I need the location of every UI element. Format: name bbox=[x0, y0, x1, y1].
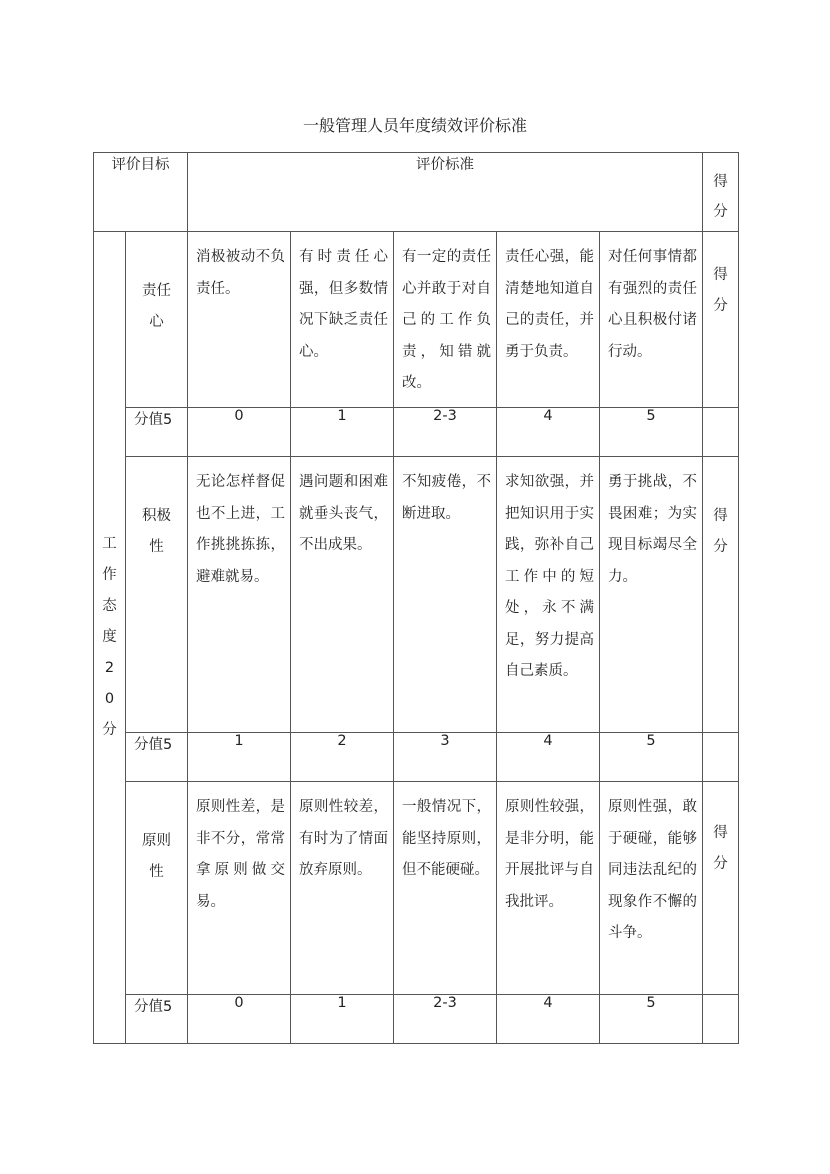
value-label: 分值5 bbox=[126, 733, 188, 782]
criterion-description: 勇于挑战，不畏困难；为实现目标竭尽全力。 bbox=[600, 457, 703, 733]
value-cell: 5 bbox=[600, 408, 703, 457]
criterion-description: 原则性较强，是非分明，能开展批评与自我批评。 bbox=[497, 782, 600, 995]
value-row bbox=[94, 995, 739, 1044]
value-row bbox=[94, 733, 739, 782]
score-input-cell[interactable] bbox=[703, 995, 739, 1044]
criterion-name: 原则 性 bbox=[126, 782, 188, 995]
criterion-name: 积极 性 bbox=[126, 457, 188, 733]
value-cell: 4 bbox=[497, 408, 600, 457]
criterion-row bbox=[94, 782, 739, 995]
criterion-description: 原则性差，是非不分，常常拿原则做交易。 bbox=[188, 782, 291, 995]
criterion-description: 遇问题和困难就垂头丧气，不出成果。 bbox=[291, 457, 394, 733]
value-row bbox=[94, 408, 739, 457]
header-score: 得 分 bbox=[703, 153, 739, 232]
value-cell: 4 bbox=[497, 733, 600, 782]
value-cell: 5 bbox=[600, 995, 703, 1044]
criterion-description: 消极被动不负责任。 bbox=[188, 232, 291, 408]
dimension-label: 工 作 态 度 2 0 分 bbox=[94, 232, 126, 1044]
criterion-description: 一般情况下，能坚持原则，但不能硬碰。 bbox=[394, 782, 497, 995]
criterion-description: 原则性较差，有时为了情面放弃原则。 bbox=[291, 782, 394, 995]
score-input-cell[interactable] bbox=[703, 733, 739, 782]
value-cell: 4 bbox=[497, 995, 600, 1044]
value-cell: 2-3 bbox=[394, 995, 497, 1044]
criterion-description: 对任何事情都有强烈的责任心且积极付诸行动。 bbox=[600, 232, 703, 408]
criterion-description: 有时责任心强，但多数情况下缺乏责任心。 bbox=[291, 232, 394, 408]
value-label: 分值5 bbox=[126, 408, 188, 457]
criterion-description: 不知疲倦，不断进取。 bbox=[394, 457, 497, 733]
score-cell[interactable]: 得 分 bbox=[703, 457, 739, 733]
score-cell[interactable]: 得 分 bbox=[703, 782, 739, 995]
value-cell: 5 bbox=[600, 733, 703, 782]
score-cell[interactable]: 得 分 bbox=[703, 232, 739, 408]
value-cell: 0 bbox=[188, 995, 291, 1044]
page-title: 一般管理人员年度绩效评价标准 bbox=[302, 116, 527, 135]
criterion-description: 责任心强，能清楚地知道自己的责任，并勇于负责。 bbox=[497, 232, 600, 408]
criterion-description: 有一定的责任心并敢于对自己的工作负责，知错就改。 bbox=[394, 232, 497, 408]
value-cell: 2 bbox=[291, 733, 394, 782]
score-input-cell[interactable] bbox=[703, 408, 739, 457]
value-cell: 1 bbox=[291, 995, 394, 1044]
value-label: 分值5 bbox=[126, 995, 188, 1044]
criterion-description: 求知欲强，并把知识用于实践，弥补自己工作中的短处，永不满足，努力提高自己素质。 bbox=[497, 457, 600, 733]
value-cell: 0 bbox=[188, 408, 291, 457]
header-target: 评价目标 bbox=[94, 153, 188, 232]
evaluation-table bbox=[93, 152, 739, 1044]
criterion-description: 无论怎样督促也不上进，工作挑挑拣拣，避难就易。 bbox=[188, 457, 291, 733]
criterion-description: 原则性强，敢于硬碰，能够同违法乱纪的现象作不懈的斗争。 bbox=[600, 782, 703, 995]
header-standard: 评价标准 bbox=[188, 153, 703, 232]
value-cell: 3 bbox=[394, 733, 497, 782]
value-cell: 1 bbox=[188, 733, 291, 782]
criterion-row bbox=[94, 457, 739, 733]
value-cell: 2-3 bbox=[394, 408, 497, 457]
criterion-row bbox=[94, 232, 739, 408]
criterion-name: 责任 心 bbox=[126, 232, 188, 408]
table-header-row bbox=[94, 153, 739, 232]
value-cell: 1 bbox=[291, 408, 394, 457]
